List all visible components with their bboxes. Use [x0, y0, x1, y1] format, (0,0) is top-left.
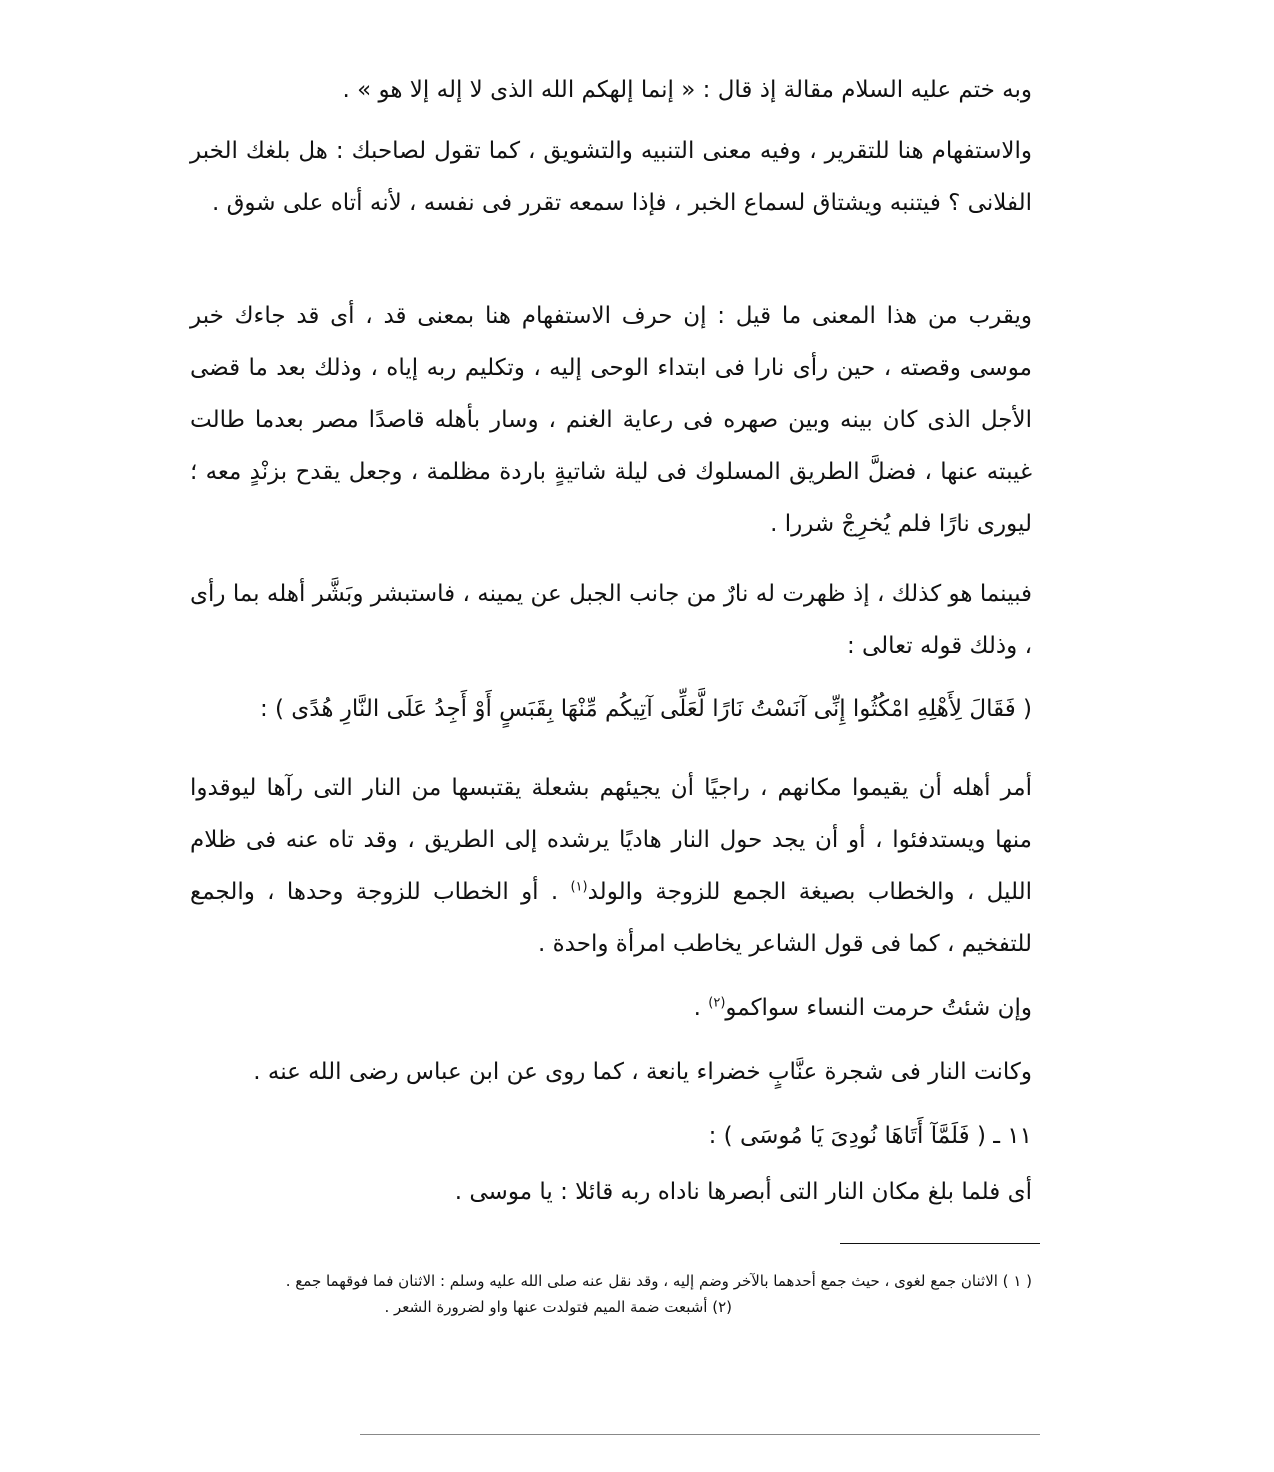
paragraph-text: أى فلما بلغ مكان النار التى أبصرها ناداه ربه قائلا : يا موسى .	[454, 1179, 1032, 1205]
paragraph-4	[190, 568, 1032, 672]
footnote-2: (٢) أشبعت ضمة الميم فتولدت عنها واو لضرورة الشعر .	[384, 1298, 732, 1316]
footnote-ref-1: (١)	[570, 879, 588, 895]
verse-text: ١١ ـ ( فَلَمَّآ أَتَاهَا نُودِىَ يَا مُوسَى ) :	[708, 1123, 1032, 1149]
footnotes	[190, 1268, 1032, 1320]
paragraph-text: وبه ختم عليه السلام مقالة إذ قال : « إنما إلهكم الله الذى لا إله إلا هو » .	[342, 77, 1032, 103]
paragraph-text: فبينما هو كذلك ، إذ ظهرت له نارٌ من جانب الجبل عن يمينه ، فاستبشر وبَشَّر أهله بما رأى ، وذلك قوله تعالى :	[190, 581, 1032, 659]
footnote-1: ( ١ ) الاثنان جمع لغوى ، حيث جمع أحدهما بالآخر وضم إليه ، وقد نقل عنه صلى الله عليه وسلم : الاثنان فما فوقهما جمع .	[285, 1272, 1032, 1290]
footnote-ref-2: (٢)	[708, 995, 726, 1011]
verse-10	[190, 683, 1032, 735]
footnote-separator	[840, 1243, 1040, 1244]
paragraph-8	[190, 1166, 1032, 1218]
verse-text: ( فَقَالَ لِأَهْلِهِ امْكُثُوا إِنِّى آنَسْتُ نَارًا لَّعَلِّى آتِيكُم مِّنْهَا بِقَبَسٍ أَوْ أَجِدُ عَلَى النَّارِ هُدًى ) :	[259, 696, 1032, 722]
paragraph-text: وكانت النار فى شجرة عنَّابٍ خضراء يانعة ، كما روى عن ابن عباس رضى الله عنه .	[253, 1059, 1032, 1085]
paragraph-2	[190, 125, 1032, 229]
poem-end: .	[693, 995, 709, 1021]
verse-11	[190, 1110, 1032, 1162]
poem-line	[190, 982, 1032, 1034]
poem-verse: وإن شئتُ حرمت النساء سواكمو	[725, 995, 1032, 1021]
paragraph-text-part: . أو الخطاب للزوجة وحدها ، والجمع للتفخيم ، كما فى قول الشاعر يخاطب امرأة واحدة .	[190, 879, 1032, 957]
paragraph-text: ويقرب من هذا المعنى ما قيل : إن حرف الاستفهام هنا بمعنى قد ، أى قد جاءك خبر موسى وقصته ، حين رأى نارا فى ابتداء الوحى إليه ، وتكليم ربه إياه ، وذلك بعد ما قضى الأجل الذى كان بينه وبين صهره فى رعاية الغنم ، وسار بأهله قاصدًا مصر بعدما طالت غيبته عنها ، فضلَّ الطريق المسلوك فى ليلة شاتيةٍ باردة مظلمة ، وجعل يقدح بزنْدٍ معه ؛ ليورى نارًا فلم يُخرِجْ شررا .	[190, 303, 1032, 537]
paragraph-7	[190, 1046, 1032, 1098]
paragraph-5	[190, 762, 1032, 970]
paragraph-text: والاستفهام هنا للتقرير ، وفيه معنى التنبيه والتشويق ، كما تقول لصاحبك : هل بلغك الخبر الفلانى ؟ فيتنبه ويشتاق لسماع الخبر ، فإذا سمعه تقرر فى نفسه ، لأنه أتاه على شوق .	[190, 138, 1032, 216]
paragraph-1	[190, 64, 1032, 116]
poem-text	[190, 982, 1032, 1034]
paragraph-3	[190, 290, 1032, 550]
paragraph-text	[190, 762, 1032, 970]
page-bottom-divider	[360, 1434, 1040, 1435]
paragraph-text-part: أمر أهله أن يقيموا مكانهم ، راجيًا أن يجيئهم بشعلة يقتبسها من النار التى رآها ليوقدوا منها ويستدفئوا ، أو أن يجد حول النار هاديًا يرشده إلى الطريق ، وقد تاه عنه فى ظلام الليل ، والخطاب بصيغة الجمع للزوجة والولد	[190, 775, 1032, 905]
